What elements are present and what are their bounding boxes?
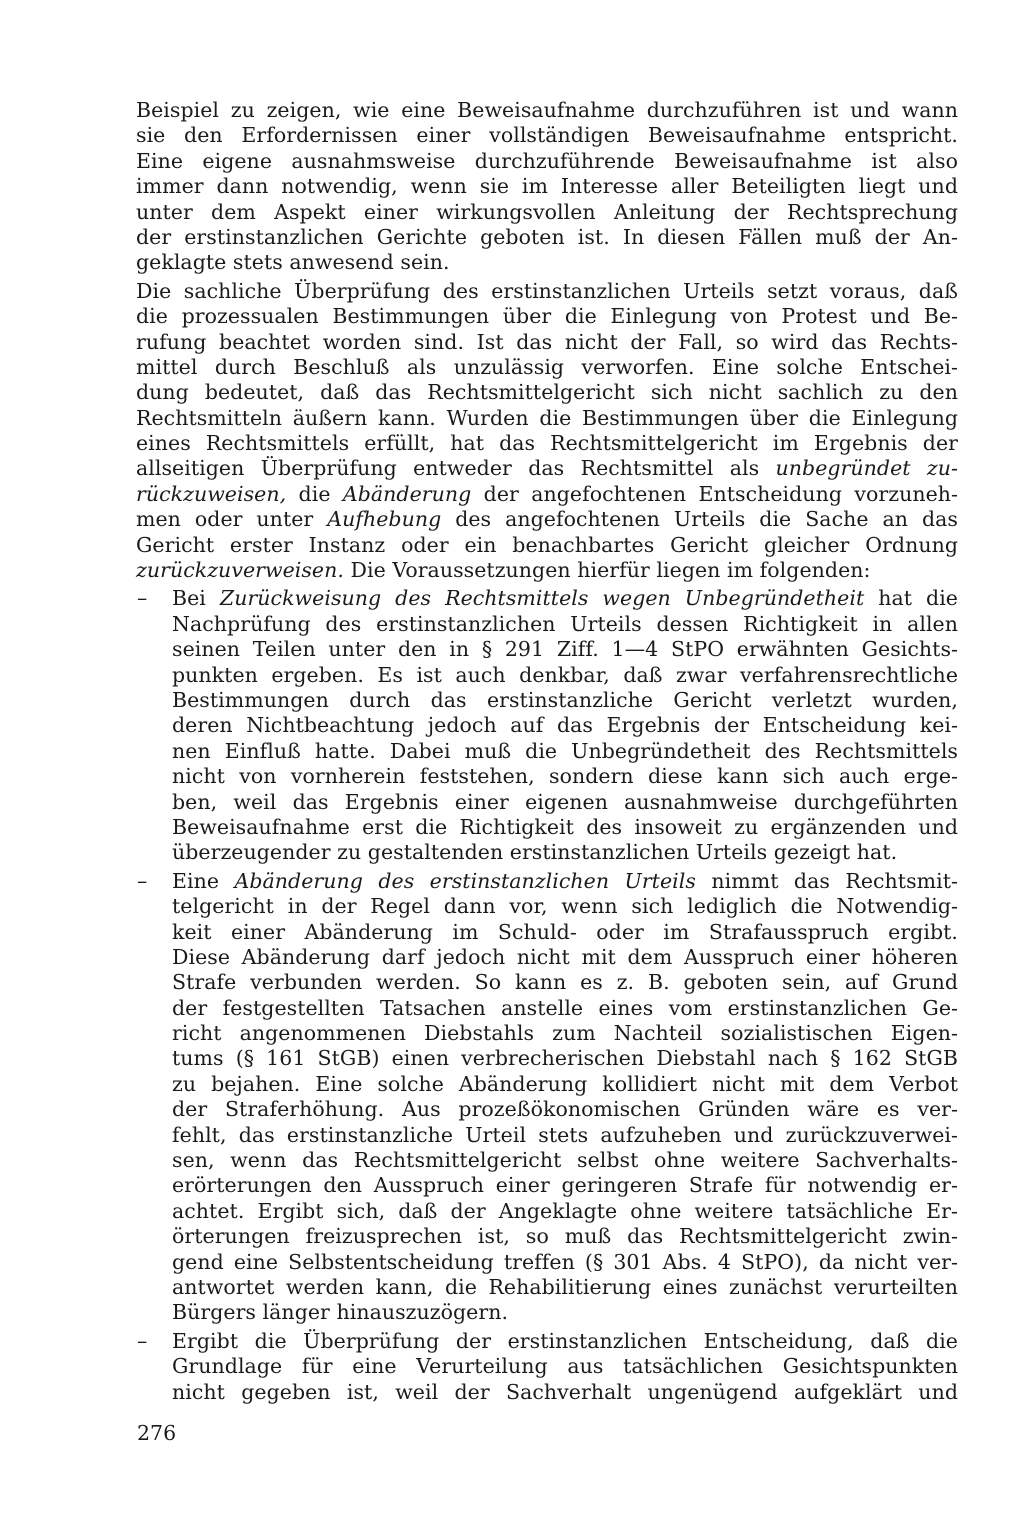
text-line <box>172 1300 958 1325</box>
emphasis-text: Abänderung des erstinstanzlichen Urteils <box>234 868 696 893</box>
text-fragment: erörterungen den Ausspruch einer geringeren Strafe für notwendig er- <box>172 1173 958 1198</box>
page-body <box>136 98 958 1405</box>
text-line <box>172 1097 958 1122</box>
text-line <box>172 815 958 840</box>
emphasis-text: Zurückweisung des Rechtsmittels wegen Unbegründetheit <box>219 586 865 611</box>
text-fragment: Ergibt die Überprüfung der erstinstanzlichen Entscheidung, daß die <box>172 1328 958 1353</box>
text-fragment: überzeugender zu gestaltenden erstinstanzlichen Urteils gezeigt hat. <box>172 840 898 865</box>
text-line <box>136 380 958 405</box>
text-fragment: ben, weil das Ergebnis einer eigenen ausnahmweise durchgeführten <box>172 789 958 814</box>
text-line <box>172 1380 958 1405</box>
text-line <box>136 406 958 431</box>
text-line <box>136 123 958 148</box>
text-fragment: punkten ergeben. Es ist auch denkbar, daß zwar verfahrensrechtliche <box>172 662 958 687</box>
list-dash: – <box>137 868 148 893</box>
text-line <box>172 1199 958 1224</box>
text-line <box>136 431 958 456</box>
list-item <box>136 1329 958 1405</box>
emphasis-text: zurückzuverweisen. <box>136 558 344 583</box>
text-fragment: richt angenommenen Diebstahls zum Nachteil sozialistischen Eigen- <box>172 1021 958 1046</box>
text-fragment: geklagte stets anwesend sein. <box>136 250 450 275</box>
text-line <box>172 970 958 995</box>
emphasis-text: unbegründet zu- <box>775 456 958 481</box>
paragraph <box>136 98 958 276</box>
text-line <box>172 1329 958 1354</box>
text-line <box>172 586 958 611</box>
text-fragment: telgericht in der Regel dann vor, wenn sich lediglich die Notwendig- <box>172 894 958 919</box>
text-fragment: eines Rechtsmittels erfüllt, hat das Rechtsmittelgericht im Ergebnis der <box>136 431 958 456</box>
text-fragment: Beispiel zu zeigen, wie eine Beweisaufnahme durchzuführen ist und wann <box>136 98 958 122</box>
text-line <box>136 507 958 532</box>
text-line <box>136 225 958 250</box>
text-line <box>172 612 958 637</box>
text-line <box>136 482 958 507</box>
text-fragment: Eine <box>172 868 235 893</box>
text-fragment: immer dann notwendig, wenn sie im Interesse aller Beteiligten liegt und <box>136 174 958 199</box>
text-fragment: Strafe verbunden werden. So kann es z. B. geboten sein, auf Grund <box>172 970 958 995</box>
text-line <box>172 1354 958 1379</box>
text-fragment: der erstinstanzlichen Gerichte geboten ist. In diesen Fällen muß der An- <box>136 224 958 249</box>
list-item <box>136 586 958 865</box>
text-line <box>172 996 958 1021</box>
emphasis-text: rückzuweisen, <box>136 481 287 506</box>
text-fragment: nicht gegeben ist, weil der Sachverhalt ungenügend aufgeklärt und <box>172 1379 958 1404</box>
text-fragment: die <box>286 481 343 506</box>
text-fragment: fehlt, das erstinstanzliche Urteil stets aufzuheben und zurückzuverwei- <box>172 1122 958 1147</box>
text-line <box>136 558 958 583</box>
text-line <box>172 894 958 919</box>
emphasis-text: Abänderung <box>342 481 472 506</box>
text-fragment: örterungen freizusprechen ist, so muß das Rechtsmittelgericht zwin- <box>172 1224 958 1249</box>
text-fragment: allseitigen Überprüfung entweder das Rechtsmittel als <box>136 456 776 481</box>
text-fragment: nicht von vornherein feststehen, sondern diese kann sich auch erge- <box>172 764 958 789</box>
text-line <box>172 1275 958 1300</box>
text-line <box>136 200 958 225</box>
text-line <box>136 304 958 329</box>
text-line <box>172 920 958 945</box>
text-fragment: die prozessualen Bestimmungen über die Einlegung von Protest und Be- <box>136 304 958 329</box>
text-fragment: der Straferhöhung. Aus prozeßökonomischen Gründen wäre es ver- <box>172 1097 958 1122</box>
text-fragment: Diese Abänderung darf jedoch nicht mit dem Ausspruch einer höheren <box>172 944 958 969</box>
text-line <box>172 1072 958 1097</box>
text-fragment: der angefochtenen Entscheidung vorzuneh- <box>471 481 958 506</box>
text-line <box>172 637 958 662</box>
text-line <box>172 1250 958 1275</box>
text-fragment: mittel durch Beschluß als unzulässig verworfen. Eine solche Entschei- <box>136 354 958 379</box>
text-fragment: zu bejahen. Eine solche Abänderung kollidiert nicht mit dem Verbot <box>172 1071 958 1096</box>
text-line <box>136 355 958 380</box>
text-fragment: Rechtsmitteln äußern kann. Wurden die Bestimmungen über die Einlegung <box>136 405 958 430</box>
text-fragment: Bestimmungen durch das erstinstanzliche Gericht verletzt wurden, <box>172 687 958 712</box>
text-fragment: antwortet werden kann, die Rehabilitierung eines zunächst verurteilten <box>172 1274 958 1299</box>
text-fragment: deren Nichtbeachtung jedoch auf das Ergebnis der Entscheidung kei- <box>172 713 958 738</box>
text-fragment: achtet. Ergibt sich, daß der Angeklagte ohne weitere tatsächliche Er- <box>172 1198 958 1223</box>
text-fragment: der festgestellten Tatsachen anstelle eines vom erstinstanzlichen Ge- <box>172 995 958 1020</box>
text-line <box>172 1224 958 1249</box>
text-line <box>172 1123 958 1148</box>
text-fragment: Gericht erster Instanz oder ein benachbartes Gericht gleicher Ordnung <box>136 532 958 557</box>
text-line <box>172 688 958 713</box>
text-fragment: Bei <box>172 586 220 611</box>
text-fragment: sie den Erfordernissen einer vollständigen Beweisaufnahme entspricht. <box>136 123 958 148</box>
text-line <box>172 869 958 894</box>
text-fragment: rufung beachtet worden sind. Ist das nicht der Fall, so wird das Rechts- <box>136 329 958 354</box>
text-line <box>136 149 958 174</box>
list-dash: – <box>137 1328 148 1353</box>
text-fragment: sen, wenn das Rechtsmittelgericht selbst ohne weitere Sachverhalts- <box>172 1148 958 1173</box>
emphasis-text: Aufhebung <box>327 507 442 532</box>
text-fragment: keit einer Abänderung im Schuld- oder im Strafausspruch ergibt. <box>172 919 958 944</box>
text-line <box>172 1046 958 1071</box>
text-line <box>172 790 958 815</box>
text-fragment: Bürgers länger hinauszuzögern. <box>172 1300 509 1325</box>
text-line <box>136 456 958 481</box>
list-item <box>136 869 958 1326</box>
text-line <box>172 1148 958 1173</box>
text-line <box>136 250 958 275</box>
text-line <box>172 663 958 688</box>
text-line <box>172 840 958 865</box>
text-fragment: Nachprüfung des erstinstanzlichen Urteils dessen Richtigkeit in allen <box>172 611 958 636</box>
text-fragment: Die Voraussetzungen hierfür liegen im folgenden: <box>343 558 871 583</box>
list-dash: – <box>137 586 148 611</box>
text-line <box>172 739 958 764</box>
text-line <box>136 330 958 355</box>
text-fragment: Die sachliche Überprüfung des erstinstanzlichen Urteils setzt voraus, daß <box>136 278 958 303</box>
text-fragment: nimmt das Rechtsmit- <box>695 868 959 893</box>
page-number: 276 <box>137 1421 177 1445</box>
text-fragment: seinen Teilen unter den in § 291 Ziff. 1—4 StPO erwähnten Gesichts- <box>172 637 958 662</box>
text-line <box>172 1021 958 1046</box>
text-line <box>172 764 958 789</box>
text-line <box>172 713 958 738</box>
text-fragment: unter dem Aspekt einer wirkungsvollen Anleitung der Rechtsprechung <box>136 199 958 224</box>
text-line <box>172 1173 958 1198</box>
text-line <box>136 533 958 558</box>
text-fragment: men oder unter <box>136 507 328 532</box>
text-fragment: Grundlage für eine Verurteilung aus tatsächlichen Gesichtspunkten <box>172 1354 958 1379</box>
text-line <box>136 279 958 304</box>
text-fragment: Beweisaufnahme erst die Richtigkeit des insoweit zu ergänzenden und <box>172 814 958 839</box>
text-fragment: dung bedeutet, daß das Rechtsmittelgericht sich nicht sachlich zu den <box>136 380 958 405</box>
text-line <box>136 174 958 199</box>
text-fragment: Eine eigene ausnahmsweise durchzuführende Beweisaufnahme ist also <box>136 148 958 173</box>
text-line <box>136 98 958 123</box>
text-line <box>172 945 958 970</box>
text-fragment: gend eine Selbstentscheidung treffen (§ 301 Abs. 4 StPO), da nicht ver- <box>172 1249 958 1274</box>
paragraph <box>136 279 958 584</box>
text-fragment: hat die <box>864 586 958 611</box>
text-fragment: nen Einfluß hatte. Dabei muß die Unbegründetheit des Rechtsmittels <box>172 738 958 763</box>
text-fragment: tums (§ 161 StGB) einen verbrecherischen Diebstahl nach § 162 StGB <box>172 1046 958 1071</box>
text-fragment: des angefochtenen Urteils die Sache an das <box>441 507 958 532</box>
